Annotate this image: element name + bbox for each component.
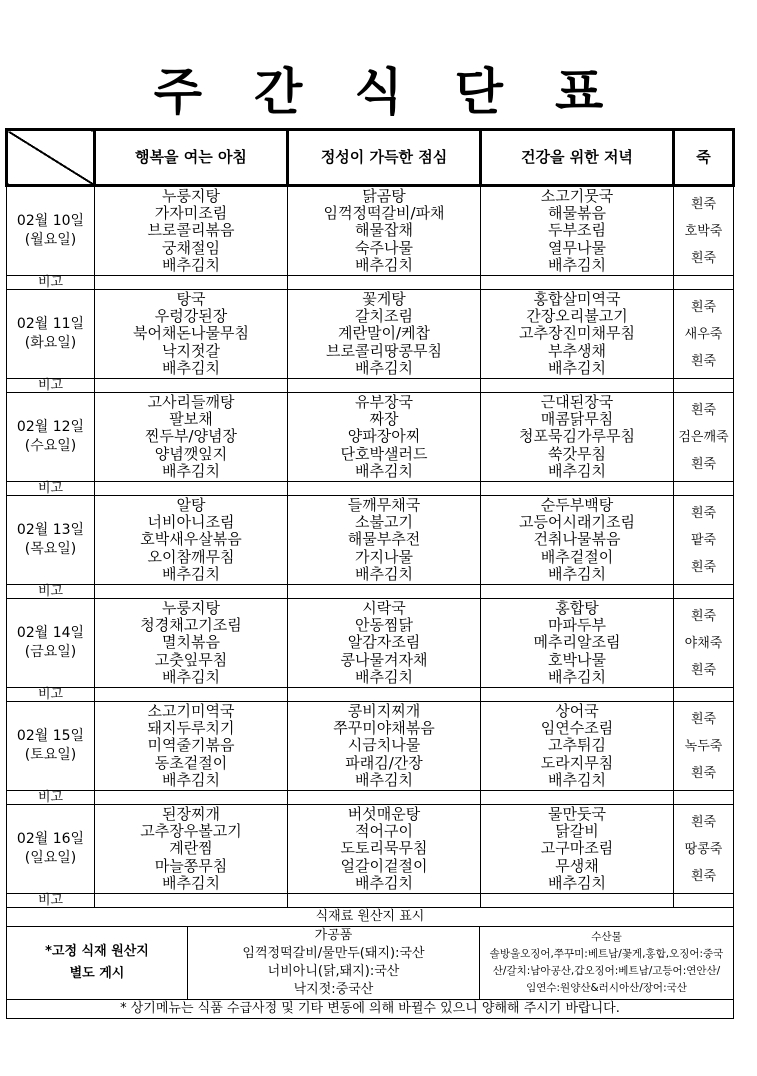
dinner-item: 매콤닭무침 [540,410,614,429]
porridge-cell [674,702,734,791]
date-cell [7,805,95,894]
remark-row [7,585,734,599]
remark-cell [95,791,288,805]
breakfast-item: 마늘쫑무침 [154,856,228,875]
remark-cell [481,688,674,702]
remark-cell [95,585,288,599]
seafood-origin-line: 솔방울오징어,쭈꾸미:베트남/꽃게,홍합,오징어:중국 [489,948,724,960]
processed-origin [188,927,480,999]
remark-cell [95,379,288,393]
breakfast-item: 알탕 [176,495,206,514]
date-label: 02월 14일 [16,625,85,641]
porridge-item: 새우죽 [684,326,723,342]
remark-cell [674,276,734,290]
dinner-item: 두부조림 [548,221,606,240]
lunch-item: 콩비지찌개 [347,701,421,720]
dinner-cell [481,599,674,688]
seafood-origin-line: 임연수:원양산&러시아산/장어:국산 [526,982,687,994]
processed-origin-line: 낙지젓:중국산 [293,982,374,997]
lunch-item: 유부장국 [355,392,413,411]
lunch-cell [288,496,481,585]
dinner-item: 도라지무침 [540,753,614,772]
breakfast-cell [95,805,288,894]
lunch-item: 쭈꾸미야채볶음 [333,719,435,738]
remark-row [7,688,734,702]
dinner-item: 근대된장국 [540,392,614,411]
dinner-item: 고추장진미채무침 [519,324,635,343]
remark-row [7,894,734,908]
breakfast-item: 탕국 [176,289,206,308]
weekday-label: (토요일) [24,747,77,763]
breakfast-item: 소고기미역국 [147,701,235,720]
remark-label: 비고 [7,276,95,290]
lunch-item: 임꺽정떡갈비/파채 [323,204,445,223]
porridge-cell [674,393,734,482]
weekly-menu-table [5,128,735,1019]
breakfast-item: 계란찜 [169,839,213,858]
dinner-cell [481,186,674,276]
lunch-item: 안동찜닭 [355,616,413,635]
fixed-origin-line: 별도 게시 [69,966,125,981]
footer-note: * 상기메뉴는 식품 수급사정 및 기타 변동에 의해 바뀔수 있으니 양해해 주시기 바랍니다. [7,1000,734,1019]
breakfast-item: 양념깻잎지 [154,444,228,463]
remark-cell [288,688,481,702]
porridge-item: 흰죽 [690,299,717,315]
weekday-label: (월요일) [24,232,77,248]
lunch-item: 배추김치 [355,461,413,480]
lunch-item: 브로콜리땅콩무침 [326,341,442,360]
remark-cell [288,276,481,290]
remark-cell [674,894,734,908]
dinner-cell [481,496,674,585]
date-label: 02월 15일 [16,728,85,744]
dinner-cell [481,702,674,791]
date-cell [7,599,95,688]
date-cell [7,290,95,379]
porridge-item: 흰죽 [690,608,717,624]
breakfast-item: 낙지젓갈 [162,341,220,360]
breakfast-cell [95,290,288,379]
dinner-item: 건취나물볶음 [533,530,621,549]
lunch-item: 배추김치 [355,255,413,274]
breakfast-item: 고사리들깨탕 [147,392,235,411]
dinner-item: 배추김치 [548,255,606,274]
date-label: 02월 11일 [16,316,85,332]
porridge-item: 야채죽 [684,635,723,651]
lunch-cell [288,702,481,791]
header-row [7,130,734,186]
dinner-item: 마파두부 [548,616,606,635]
dinner-item: 배추김치 [548,461,606,480]
date-cell [7,393,95,482]
porridge-cell [674,186,734,276]
lunch-item: 들깨무채국 [347,495,421,514]
dinner-item: 홍합탕 [555,598,599,617]
breakfast-header: 행복을 여는 아침 [95,130,288,186]
lunch-item: 갈치조림 [355,307,413,326]
fixed-origin-line: *고정 식재 원산지 [45,944,149,959]
breakfast-item: 된장찌개 [162,804,220,823]
porridge-item: 흰죽 [690,765,717,781]
lunch-item: 계란말이/케찹 [338,324,430,343]
origin-grid [7,927,733,999]
breakfast-item: 배추김치 [162,461,220,480]
remark-label: 비고 [7,688,95,702]
porridge-item: 검은깨죽 [678,429,729,445]
remark-cell [288,585,481,599]
porridge-cell [674,290,734,379]
remark-cell [674,688,734,702]
breakfast-item: 브로콜리볶음 [147,221,235,240]
porridge-item: 흰죽 [690,505,717,521]
porridge-item: 흰죽 [690,196,717,212]
breakfast-item: 북어채돈나물무침 [133,324,249,343]
origin-title: 식재료 원산지 표시 [7,908,734,927]
porridge-item: 흰죽 [690,559,717,575]
dinner-item: 홍합살미역국 [533,289,621,308]
dinner-cell [481,290,674,379]
breakfast-item: 청경채고기조림 [140,616,242,635]
lunch-item: 배추김치 [355,873,413,892]
porridge-item: 흰죽 [690,353,717,369]
weekday-label: (목요일) [24,541,77,557]
dinner-item: 메추리알조림 [533,633,621,652]
weekday-label: (금요일) [24,644,77,660]
breakfast-item: 가자미조림 [154,204,228,223]
remark-label: 비고 [7,482,95,496]
breakfast-item: 궁채절임 [162,238,220,257]
lunch-cell [288,186,481,276]
breakfast-item: 배추김치 [162,667,220,686]
weekday-label: (일요일) [24,850,77,866]
dinner-item: 배추김치 [548,873,606,892]
remark-label: 비고 [7,791,95,805]
porridge-cell [674,805,734,894]
lunch-item: 단호박샐러드 [340,444,428,463]
dinner-item: 청포묵김가루무침 [519,427,635,446]
processed-origin-line: 너비아니(닭,돼지):국산 [267,964,400,979]
lunch-item: 배추김치 [355,358,413,377]
breakfast-item: 미역줄기볶음 [147,736,235,755]
breakfast-item: 동초겉절이 [154,753,228,772]
porridge-item: 녹두죽 [684,738,723,754]
breakfast-cell [95,393,288,482]
corner-cell [7,130,95,186]
porridge-item: 흰죽 [690,662,717,678]
porridge-item: 흰죽 [690,814,717,830]
remark-cell [481,894,674,908]
dinner-cell [481,393,674,482]
breakfast-item: 너비아니조림 [147,513,235,532]
lunch-cell [288,393,481,482]
dinner-item: 무생채 [555,856,599,875]
remark-row [7,276,734,290]
dinner-item: 배추김치 [548,770,606,789]
remark-cell [674,379,734,393]
lunch-item: 파래김/간장 [345,753,423,772]
dinner-item: 닭갈비 [555,822,599,841]
date-cell [7,702,95,791]
dinner-cell [481,805,674,894]
lunch-item: 닭곰탕 [362,186,406,205]
dinner-item: 호박나물 [548,650,606,669]
dinner-item: 열무나물 [548,238,606,257]
porridge-header: 죽 [674,130,734,186]
remark-label: 비고 [7,585,95,599]
remark-cell [481,276,674,290]
lunch-item: 가지나물 [355,547,413,566]
breakfast-cell [95,186,288,276]
remark-cell [674,791,734,805]
dinner-item: 배추김치 [548,564,606,583]
porridge-cell [674,496,734,585]
breakfast-item: 배추김치 [162,873,220,892]
dinner-item: 고추튀김 [548,736,606,755]
breakfast-item: 배추김치 [162,770,220,789]
lunch-item: 양파장아찌 [347,427,421,446]
breakfast-cell [95,496,288,585]
remark-cell [95,276,288,290]
dinner-item: 부추생채 [548,341,606,360]
lunch-item: 숙주나물 [355,238,413,257]
porridge-cell [674,599,734,688]
day-row [7,599,734,688]
remark-cell [95,482,288,496]
breakfast-item: 호박새우살볶음 [140,530,242,549]
date-cell [7,496,95,585]
remark-cell [95,688,288,702]
day-row [7,702,734,791]
lunch-item: 해물잡채 [355,221,413,240]
date-label: 02월 13일 [16,522,85,538]
lunch-item: 짜장 [369,410,399,429]
dinner-item: 해물볶음 [548,204,606,223]
date-label: 02월 16일 [16,831,85,847]
lunch-header: 정성이 가득한 점심 [288,130,481,186]
dinner-item: 고구마조림 [540,839,614,858]
breakfast-item: 배추김치 [162,255,220,274]
porridge-item: 흰죽 [690,868,717,884]
breakfast-item: 고춧잎무침 [154,650,228,669]
breakfast-item: 배추김치 [162,564,220,583]
dinner-item: 쑥갓무침 [548,444,606,463]
date-label: 02월 12일 [16,419,85,435]
fixed-origin-note [7,927,188,999]
breakfast-item: 우렁강된장 [154,307,228,326]
dinner-item: 배추겉절이 [540,547,614,566]
porridge-item: 흰죽 [690,711,717,727]
lunch-item: 해물부추전 [347,530,421,549]
remark-cell [481,379,674,393]
remark-cell [481,791,674,805]
breakfast-cell [95,702,288,791]
porridge-item: 팥죽 [690,532,717,548]
lunch-item: 배추김치 [355,667,413,686]
dinner-item: 순두부백탕 [540,495,614,514]
origin-title-row [7,908,734,927]
remark-row [7,482,734,496]
porridge-item: 땅콩죽 [684,841,723,857]
dinner-header: 건강을 위한 저녁 [481,130,674,186]
day-row [7,496,734,585]
date-cell [7,186,95,276]
breakfast-item: 누룽지탕 [162,186,220,205]
day-row [7,393,734,482]
breakfast-item: 팔보채 [169,410,213,429]
porridge-item: 흰죽 [690,402,717,418]
processed-origin-line: 임꺽정떡갈비/물만두(돼지):국산 [242,946,425,961]
lunch-cell [288,599,481,688]
lunch-item: 시금치나물 [347,736,421,755]
remark-label: 비고 [7,894,95,908]
dinner-item: 고등어시래기조림 [519,513,635,532]
lunch-item: 콩나물겨자채 [340,650,428,669]
lunch-item: 배추김치 [355,564,413,583]
lunch-item: 알감자조림 [347,633,421,652]
dinner-item: 배추김치 [548,667,606,686]
remark-cell [674,585,734,599]
breakfast-item: 돼지두루치기 [147,719,235,738]
weekday-label: (화요일) [24,335,77,351]
lunch-cell [288,805,481,894]
porridge-item: 흰죽 [690,250,717,266]
remark-cell [481,585,674,599]
seafood-origin [480,927,733,999]
lunch-item: 적어구이 [355,822,413,841]
lunch-item: 버섯매운탕 [347,804,421,823]
breakfast-item: 누룽지탕 [162,598,220,617]
lunch-item: 소불고기 [355,513,413,532]
date-label: 02월 10일 [16,213,85,229]
origin-detail [7,927,734,1000]
remark-cell [481,482,674,496]
remark-cell [674,482,734,496]
breakfast-item: 배추김치 [162,358,220,377]
origin-row [7,927,734,1000]
processed-origin-line: 가공품 [314,928,353,943]
lunch-item: 꽃게탕 [362,289,406,308]
lunch-item: 도토리묵무침 [340,839,428,858]
remark-label: 비고 [7,379,95,393]
porridge-item: 흰죽 [690,456,717,472]
remark-row [7,791,734,805]
lunch-item: 배추김치 [355,770,413,789]
seafood-origin-line: 수산물 [591,931,622,943]
page-title: 주간식단표 [153,63,656,121]
breakfast-item: 오이참깨무침 [147,547,235,566]
day-row [7,186,734,276]
remark-row [7,379,734,393]
porridge-item: 호박죽 [684,223,723,239]
lunch-cell [288,290,481,379]
remark-cell [288,791,481,805]
dinner-item: 임연수조림 [540,719,614,738]
breakfast-item: 고추장우볼고기 [140,822,242,841]
breakfast-cell [95,599,288,688]
breakfast-item: 멸치볶음 [162,633,220,652]
dinner-item: 배추김치 [548,358,606,377]
seafood-origin-line: 산/갈치:남아공산,갑오징어:베트남/고등어:연안산/ [492,965,721,977]
remark-cell [288,894,481,908]
day-row [7,290,734,379]
breakfast-item: 찐두부/양념장 [145,427,237,446]
remark-cell [288,379,481,393]
day-row [7,805,734,894]
note-row [7,1000,734,1019]
lunch-item: 시락국 [362,598,406,617]
dinner-item: 소고기뭇국 [540,186,614,205]
dinner-item: 상어국 [555,701,599,720]
dinner-item: 간장오리불고기 [526,307,628,326]
weekday-label: (수요일) [24,438,77,454]
lunch-item: 얼갈이겉절이 [340,856,428,875]
dinner-item: 물만둣국 [548,804,606,823]
remark-cell [95,894,288,908]
remark-cell [288,482,481,496]
